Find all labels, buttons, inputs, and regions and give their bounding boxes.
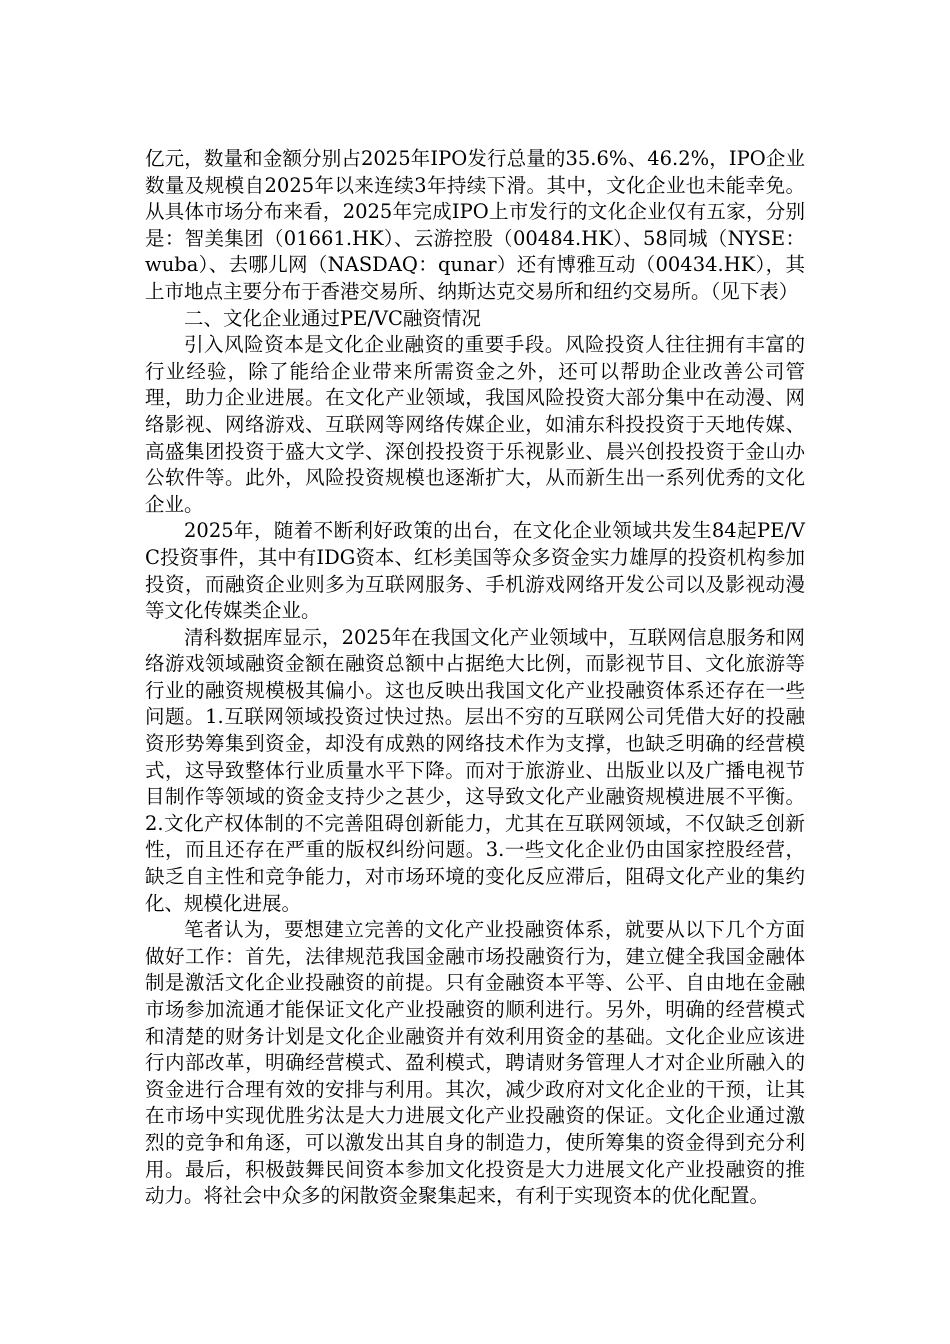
document-page — [145, 146, 805, 1210]
paragraph-venture-capital: 引入风险资本是文化企业融资的重要手段。风险投资人往往拥有丰富的行业经验，除了能给企业带来所需资金之外，还可以帮助企业改善公司管理，助力企业进展。在文化产业领域，我国风险投资大部分集中在动漫、网络影视、网络游戏、互联网等网络传媒企业，如浦东科投投资于天地传媒、高盛集团投资于盛大文学、深创投投资于乐视影业、晨兴创投投资于金山办公软件等。此外，风险投资规模也逐渐扩大，从而新生出一系列优秀的文化企业。 — [145, 333, 805, 516]
paragraph-investment-events: 2025年，随着不断利好政策的出台，在文化企业领域共发生84起PE/VC投资事件，其中有IDG资本、红杉美国等众多资金实力雄厚的投资机构参加投资，而融资企业则多为互联网服务、手机游戏网络开发公司以及影视动漫等文化传媒类企业。 — [145, 519, 805, 623]
paragraph-recommendations: 笔者认为，要想建立完善的文化产业投融资体系，就要从以下几个方面做好工作：首先，法律规范我国金融市场投融资行为，建立健全我国金融体制是激活文化企业投融资的前提。只有金融资本平等、公平、自由地在金融市场参加流通才能保证文化产业投融资的顺利进行。另外，明确的经营模式和清楚的财务计划是文化企业融资并有效利用资金的基础。文化企业应该进行内部改革，明确经营模式、盈利模式，聘请财务管理人才对企业所融入的资金进行合理有效的安排与利用。其次，减少政府对文化企业的干预，让其在市场中实现优胜劣汰是大力进展文化产业投融资的保证。文化企业通过激烈的竞争和角逐，可以激发出其自身的制造力，使所筹集的资金得到充分利用。最后，积极鼓舞民间资本参加文化投资是大力进展文化产业投融资的推动力。将社会中众多的闲散资金聚集起来，有利于实现资本的优化配置。 — [145, 918, 805, 1208]
paragraph-database-analysis: 清科数据库显示，2025年在我国文化产业领域中，互联网信息服务和网络游戏领域融资金额在融资总额中占据绝大比例，而影视节目、文化旅游等行业的融资规模极其偏小。这也反映出我国文化产业投融资体系还存在一些问题。1.互联网领域投资过快过热。层出不穷的互联网公司凭借大好的投融资形势筹集到资金，却没有成熟的网络技术作为支撑，也缺乏明确的经营模式，这导致整体行业质量水平下降。而对于旅游业、出版业以及广播电视节目制作等领域的资金支持少之甚少，这导致文化产业融资规模进展不平衡。2.文化产权体制的不完善阻碍创新能力，尤其在互联网领域，不仅缺乏创新性，而且还存在严重的版权纠纷问题。3.一些文化企业仍由国家控股经营，缺乏自主性和竞争能力，对市场环境的变化反应滞后，阻碍文化产业的集约化、规模化进展。 — [145, 625, 805, 915]
paragraph-ipo-summary: 亿元，数量和金额分别占2025年IPO发行总量的35.6%、46.2%，IPO企业数量及规模自2025年以来连续3年持续下滑。其中，文化企业也未能幸免。从具体市场分布来看，2025年完成IPO上市发行的文化企业仅有五家，分别是：智美集团（01661.HK）、云游控股（00484.HK）、58同城（NYSE：wuba）、去哪儿网（NASDAQ：qunar）还有博雅互动（00434.HK），其上市地点主要分布于香港交易所、纳斯达克交易所和纽约交易所。（见下表） — [145, 147, 805, 303]
section-heading-pe-vc: 二、文化企业通过PE/VC融资情况 — [184, 306, 481, 330]
